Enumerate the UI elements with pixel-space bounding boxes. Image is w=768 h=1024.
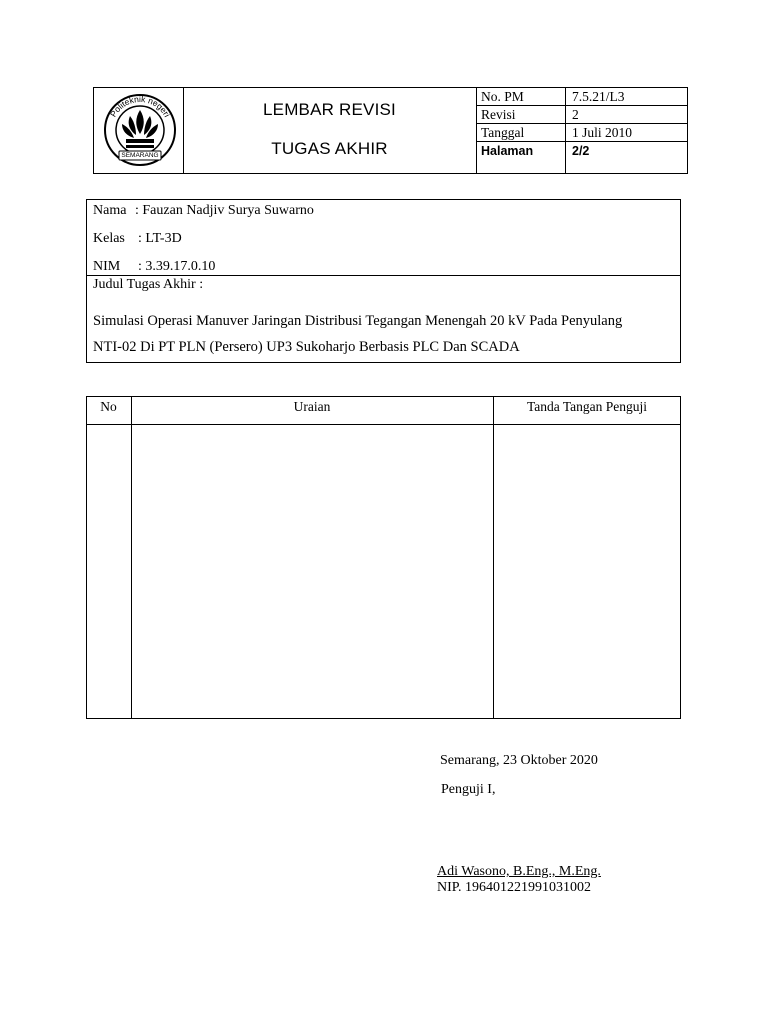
header-divider-meta-values [565,87,566,174]
meta-value-no-pm: 7.5.21/L3 [572,89,625,104]
nim-label: NIM [93,259,121,274]
page-title-line1: LEMBAR REVISI [263,100,396,119]
kelas-value: : LT-3D [138,231,182,246]
meta-row-line-2 [476,123,688,124]
revision-header-tanda-tangan: Tanda Tangan Penguji [526,399,648,414]
signature-nip: NIP. 196401221991031002 [437,880,592,895]
revision-col-line-1 [131,396,132,719]
meta-label-no-pm: No. PM [481,89,524,104]
meta-label-tanggal: Tanggal [481,125,525,140]
revision-header-no: No [100,399,117,414]
logo [102,92,178,168]
revision-col-line-2 [493,396,494,719]
judul-line-1: Simulasi Operasi Manuver Jaringan Distribusi Tegangan Menengah 20 kV Pada Penyulang [93,313,623,329]
meta-label-revisi: Revisi [481,107,516,122]
page-title-line2: TUGAS AKHIR [271,139,388,158]
logo-city-text: SEMARANG [121,152,159,159]
kelas-label: Kelas [93,231,125,246]
meta-value-halaman: 2/2 [572,144,590,158]
revision-table [86,396,681,719]
revision-header-uraian: Uraian [293,399,331,414]
header-divider-meta [476,87,477,174]
signature-place-date: Semarang, 23 Oktober 2020 [440,753,598,768]
judul-line-2: NTI-02 Di PT PLN (Persero) UP3 Sukoharjo Berbasis PLC Dan SCADA [93,339,520,355]
revision-header-line [86,424,681,425]
meta-row-line-3 [476,141,688,142]
meta-label-halaman: Halaman [481,144,534,158]
nim-value: : 3.39.17.0.10 [138,259,216,274]
nama-value: : Fauzan Nadjiv Surya Suwarno [135,203,314,218]
meta-value-tanggal: 1 Juli 2010 [572,125,633,140]
meta-row-line-1 [476,105,688,106]
logo-arc-text: Politeknik negeri [107,93,173,119]
nama-label: Nama [93,203,127,218]
meta-value-revisi: 2 [572,107,579,122]
judul-label: Judul Tugas Akhir : [93,277,204,292]
signature-role: Penguji I, [441,782,496,797]
signature-name: Adi Wasono, B.Eng., M.Eng. [437,864,601,879]
